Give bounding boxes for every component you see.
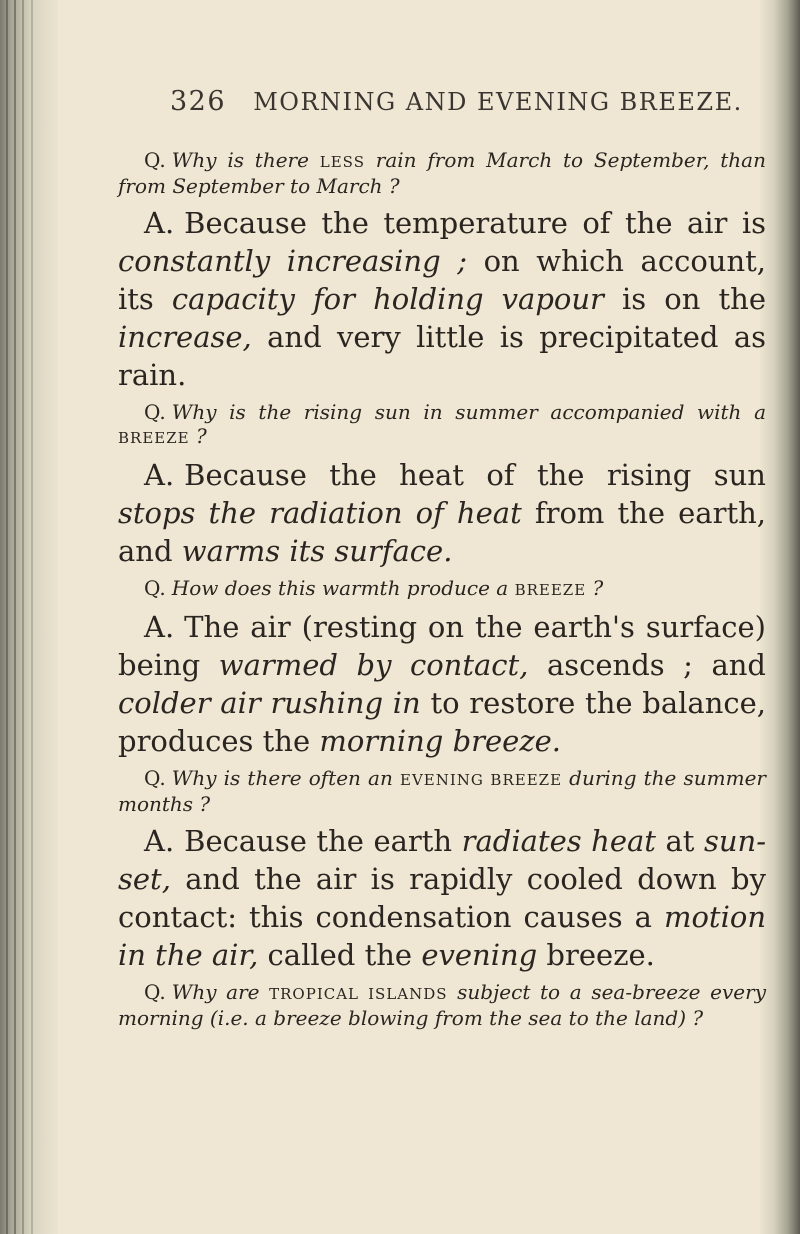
question-text: ? (586, 576, 604, 600)
answer-text: is on the (603, 282, 766, 316)
question (118, 148, 766, 198)
question-marker: Q. (144, 400, 166, 424)
page-title: MORNING AND EVENING BREEZE. (253, 88, 743, 116)
answer-marker: A. (144, 824, 175, 858)
question-text: LESS (319, 153, 365, 171)
answer-emphasis: warms its surface. (181, 534, 453, 568)
question-text: rain from March to September, than from September to March ? (118, 148, 766, 198)
question-text: during the summer months ? (118, 766, 766, 816)
question-text: subject to a sea-breeze every morning (i.e. a breeze blowing from the sea to the land) ? (118, 980, 766, 1030)
question-text: Why are (171, 980, 270, 1004)
answer-emphasis: stops the radiation of heat (118, 496, 522, 530)
answer-text: on which account, its (118, 244, 767, 316)
answer-text: at (655, 824, 704, 858)
answer-emphasis: morning breeze. (319, 724, 561, 758)
answer-text: and the air is rapidly cooled down by contact: this condensation causes a (118, 862, 766, 934)
answer-emphasis: sun-set, (118, 824, 766, 896)
answer-emphasis: radiates heat (461, 824, 656, 858)
answer-text: to restore the balance, produces the (118, 686, 766, 758)
answer-emphasis: colder air rushing in (118, 686, 421, 720)
answer-emphasis: capacity for holding vapour (171, 282, 604, 316)
question-text: Why is the rising sun in summer accompanied with a (171, 400, 766, 424)
answer-marker: A. (144, 206, 175, 240)
question (118, 400, 766, 450)
qa-body (118, 148, 766, 1036)
answer-text: Because the heat of the rising sun (184, 458, 766, 492)
question-text: BREEZE (118, 429, 190, 447)
answer-emphasis: warmed by contact, (218, 648, 529, 682)
answer-text: Because the temperature of the air is (184, 206, 766, 240)
running-head (170, 86, 743, 117)
question-text: How does this warmth produce a (171, 576, 515, 600)
question-text: BREEZE (514, 581, 587, 599)
question-text: Why is there (171, 148, 320, 172)
question-text: EVENING BREEZE (400, 771, 563, 789)
answer-text: ascends ; and (528, 648, 766, 682)
answer (118, 204, 766, 394)
question (118, 980, 766, 1030)
answer-text: Because the earth (184, 824, 462, 858)
answer-marker: A. (144, 610, 175, 644)
answer-emphasis: evening (421, 938, 538, 972)
answer (118, 456, 766, 570)
question (118, 576, 766, 602)
answer-emphasis: increase, (118, 320, 252, 354)
question-marker: Q. (144, 576, 166, 600)
question-marker: Q. (144, 766, 166, 790)
answer (118, 822, 766, 974)
question-marker: Q. (144, 148, 166, 172)
answer-text: called the (258, 938, 422, 972)
question-marker: Q. (144, 980, 166, 1004)
question-text: ? (189, 424, 207, 448)
answer-emphasis: constantly increasing ; (118, 244, 468, 278)
question (118, 766, 766, 816)
answer-text: from the earth, and (118, 496, 766, 568)
page-number: 326 (170, 86, 227, 117)
question-text: Why is there often an (171, 766, 400, 790)
answer (118, 608, 766, 760)
answer-text: and very little is precipitated as rain. (118, 320, 766, 392)
answer-emphasis: motion in the air, (118, 900, 766, 972)
answer-text: The air (resting on the earth's surface) being (118, 610, 766, 682)
answer-marker: A. (144, 458, 175, 492)
question-text: TROPICAL ISLANDS (269, 985, 448, 1003)
answer-text: breeze. (537, 938, 655, 972)
